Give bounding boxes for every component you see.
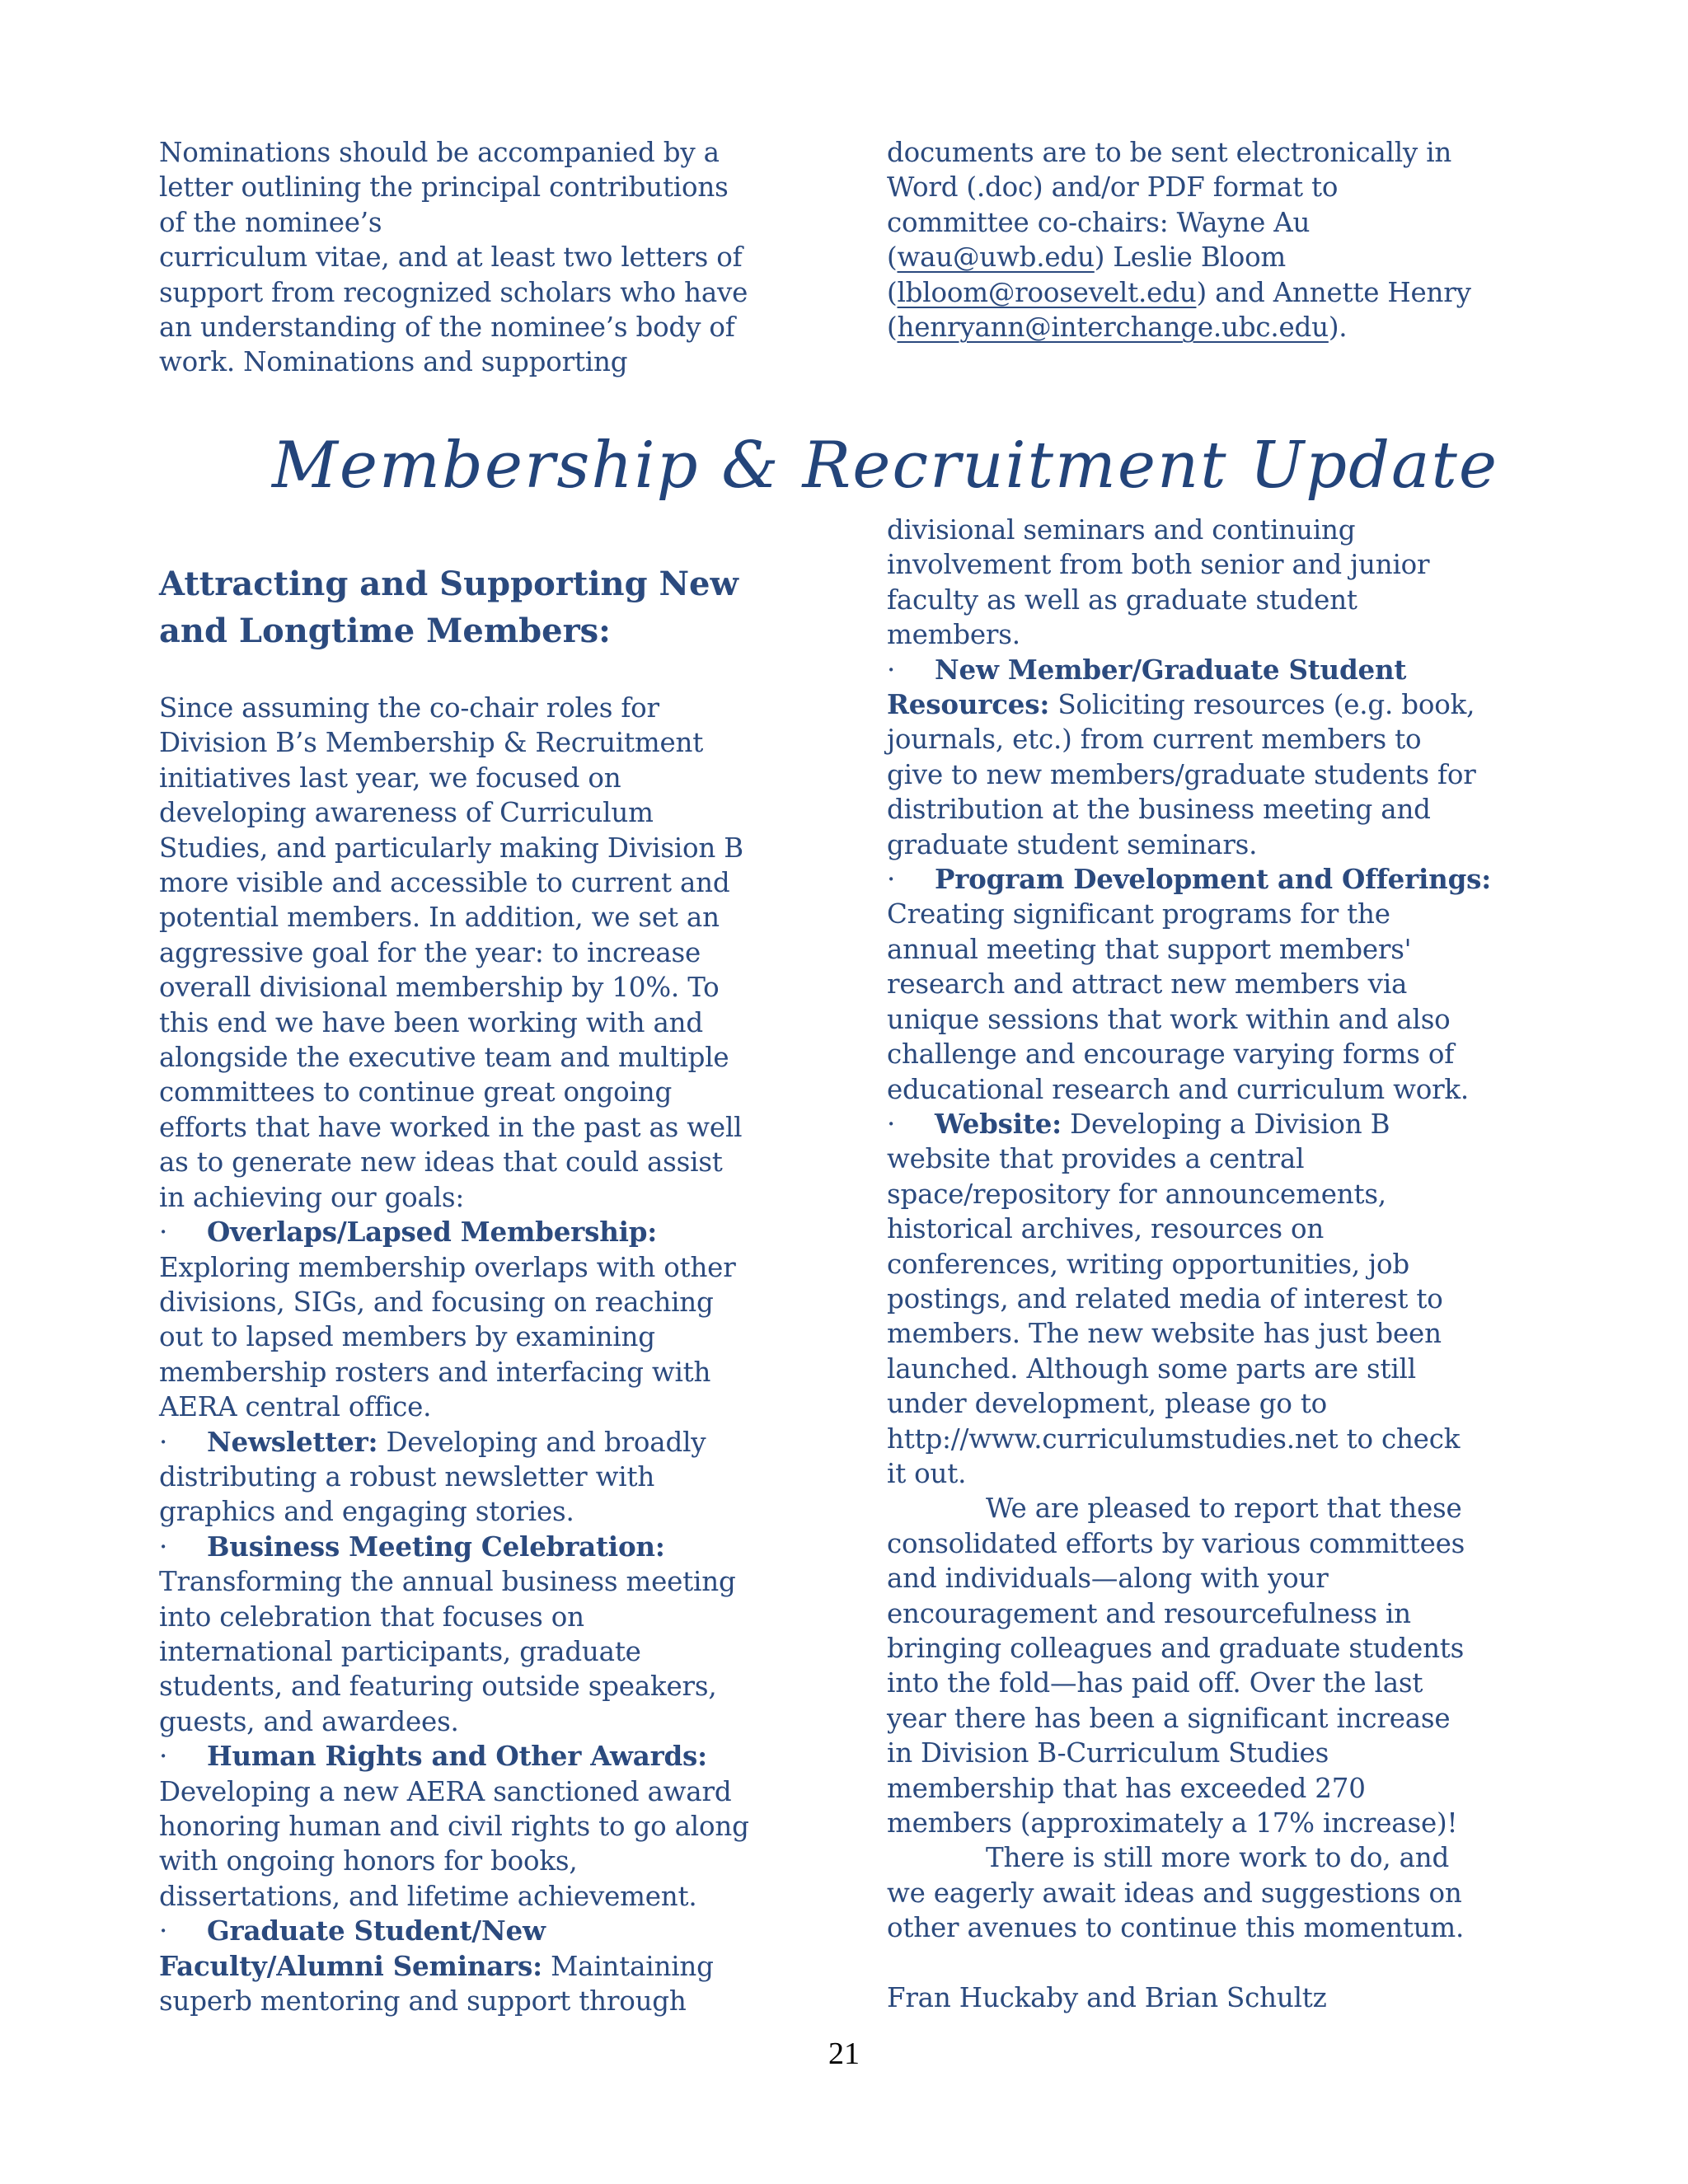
text-line: AERA central office. [159,1391,432,1423]
text-line: Developing a new AERA sanctioned award [159,1775,732,1807]
text-line: it out. [887,1457,967,1489]
top-right-column [887,135,1546,344]
text-line: out to lapsed members by examining [159,1321,655,1353]
text-line: challenge and encourage varying forms of [887,1038,1455,1071]
text-line: divisional seminars and continuing [887,514,1356,546]
intro-paragraph [159,691,835,1215]
text-line: overall divisional membership by 10%. To [159,972,720,1004]
text-line: this end we have been working with and [159,1006,703,1038]
bullet-newsletter-body [159,1460,835,1530]
text-line: give to new members/graduate students for [887,758,1476,790]
text-line: in Division B-Curriculum Studies [887,1737,1329,1769]
text-line: letter outlining the principal contributions [159,171,729,204]
text-line: an understanding of the nominee’s body of [159,312,735,344]
text-line: students, and featuring outside speakers, [159,1671,717,1703]
bullet-icon: · [887,1108,896,1140]
bullet-icon: · [887,654,896,686]
text-line: postings, and related media of interest to [887,1282,1443,1315]
text-line: honoring human and civil rights to go along [159,1811,749,1842]
email-link-au[interactable]: wau@uwb.edu [897,241,1095,274]
text-line: Resources: Soliciting resources (e.g. book, [887,688,1475,721]
text-line: Division B’s Membership & Recruitment [159,727,704,759]
text-line: (lbloom@roosevelt.edu) and Annette Henry [887,276,1471,308]
text-line: alongside the executive team and multiple [159,1042,729,1074]
text-line: dissertations, and lifetime achievement. [159,1880,697,1912]
right-main-column [887,513,1546,2015]
text-line: There is still more work to do, and [986,1842,1450,1874]
closing-paragraph [887,1876,1546,1946]
text-line: membership rosters and interfacing with [159,1356,711,1388]
text-line: in achieving our goals: [159,1181,465,1213]
bullet-icon: · [159,1741,168,1773]
text-line: as to generate new ideas that could assist [159,1146,723,1179]
text-line: bringing colleagues and graduate students [887,1633,1465,1664]
bullet-icon: · [159,1530,168,1563]
text-line: other avenues to continue this momentum. [887,1912,1465,1944]
text-line: potential members. In addition, we set an [159,902,720,934]
text-line: space/repository for announcements, [887,1178,1386,1210]
section-heading: Membership & Recruitment Update [272,429,1499,503]
text-line: support from recognized scholars who have [159,276,748,308]
text-line: distribution at the business meeting and [887,794,1431,826]
text-line: annual meeting that support members' [887,933,1412,965]
text-line: graphics and engaging stories. [159,1496,574,1528]
left-main-column [159,691,835,2018]
text-line: We are pleased to report that these [986,1493,1462,1525]
bullet-newsletter: · Newsletter: Developing and broadly [159,1425,835,1460]
text-line: faculty as well as graduate student [887,583,1357,616]
text-line: Transforming the annual business meeting [159,1566,736,1598]
text-line: superb mentoring and support through [159,1985,687,2018]
subheading-line: and Longtime Members: [159,612,611,650]
text-line: Since assuming the co-chair roles for [159,692,659,724]
email-link-bloom[interactable]: lbloom@roosevelt.edu [897,276,1197,308]
bullet-overlaps-body [159,1250,835,1425]
text-line: work. Nominations and supporting [159,346,628,378]
bullet-website: · Website: Developing a Division B [887,1107,1546,1141]
text-line: Studies, and particularly making Division B [159,832,743,864]
text-line: divisions, SIGs, and focusing on reaching [159,1286,714,1318]
text-line: into celebration that focuses on [159,1601,584,1633]
text-line: more visible and accessible to current and [159,867,730,899]
text-line: with ongoing honors for books, [159,1845,578,1877]
text-line: committee co-chairs: Wayne Au [887,206,1311,238]
bullet-human-rights-body [159,1774,835,1915]
text-line: research and attract new members via [887,968,1408,1001]
bullet-grad-seminars: · Graduate Student/New [159,1914,835,1948]
text-line: involvement from both senior and junior [887,549,1430,581]
text-line: committees to continue great ongoing [159,1076,673,1108]
text-line: and individuals—along with your [887,1563,1329,1595]
bullet-resources-body [887,722,1546,862]
text-line: encouragement and resourcefulness in [887,1597,1411,1629]
text-line: distributing a robust newsletter with [159,1460,655,1493]
text-line: members. [887,619,1020,651]
text-line: international participants, graduate [159,1635,641,1667]
bullet-business: · Business Meeting Celebration: [159,1530,835,1564]
text-line: members (approximately a 17% increase)! [887,1807,1458,1840]
signature: Fran Huckaby and Brian Schultz [887,1982,1327,2014]
bullet-icon: · [159,1216,168,1249]
grad-seminars-continued [887,513,1546,653]
text-line: website that provides a central [887,1143,1305,1175]
text-line: Exploring membership overlaps with other [159,1251,736,1283]
text-line: under development, please go to [887,1388,1328,1420]
text-line: historical archives, resources on [887,1213,1325,1245]
bullet-program-body [887,897,1546,1106]
subheading [159,560,738,654]
text-line: educational research and curriculum work. [887,1073,1470,1105]
text-line: (wau@uwb.edu) Leslie Bloom [887,241,1287,274]
text-line: guests, and awardees. [159,1705,459,1737]
text-line: documents are to be sent electronically in [887,137,1452,168]
page-number: 21 [828,2036,860,2071]
bullet-business-body [159,1564,835,1739]
text-line: aggressive goal for the year: to increase [159,936,701,968]
bullet-human-rights: · Human Rights and Other Awards: [159,1739,835,1774]
text-line: of the nominee’s [159,206,382,238]
text-line: Creating significant programs for the [887,898,1390,930]
top-left-column [159,135,802,380]
text-line: members. The new website has just been [887,1318,1442,1350]
results-paragraph [887,1526,1546,1841]
text-line: curriculum vitae, and at least two letters of [159,241,743,274]
text-line: (henryann@interchange.ubc.edu). [887,312,1348,344]
text-line: membership that has exceeded 270 [887,1772,1366,1804]
text-line: unique sessions that work within and also [887,1003,1451,1035]
bullet-icon: · [159,1915,168,1947]
bullet-website-body [887,1141,1546,1491]
text-line: into the fold—has paid off. Over the last [887,1667,1423,1699]
bullet-resources: · New Member/Graduate Student [887,653,1546,687]
text-line: Word (.doc) and/or PDF format to [887,171,1339,204]
text-line: initiatives last year, we focused on [159,762,621,794]
text-line: we eagerly await ideas and suggestions on [887,1877,1462,1909]
text-line: conferences, writing opportunities, job [887,1248,1409,1280]
text-line: Faculty/Alumni Seminars: Maintaining [159,1949,714,1982]
text-line: efforts that have worked in the past as well [159,1111,743,1143]
bullet-overlaps: · Overlaps/Lapsed Membership: [159,1215,835,1249]
bullet-program: · Program Development and Offerings: [887,862,1546,897]
text-line: journals, etc.) from current members to [887,724,1422,756]
text-line: developing awareness of Curriculum [159,797,654,829]
text-line: launched. Although some parts are still [887,1352,1416,1385]
text-line: http://www.curriculumstudies.net to check [887,1422,1461,1455]
bullet-icon: · [887,864,896,896]
text-line: consolidated efforts by various committees [887,1527,1465,1559]
bullet-icon: · [159,1426,168,1458]
email-link-henry[interactable]: henryann@interchange.ubc.edu [897,312,1329,344]
text-line: year there has been a significant increase [887,1702,1451,1734]
text-line: graduate student seminars. [887,828,1258,860]
subheading-line: Attracting and Supporting New [159,565,738,603]
text-line: Nominations should be accompanied by a [159,137,720,168]
